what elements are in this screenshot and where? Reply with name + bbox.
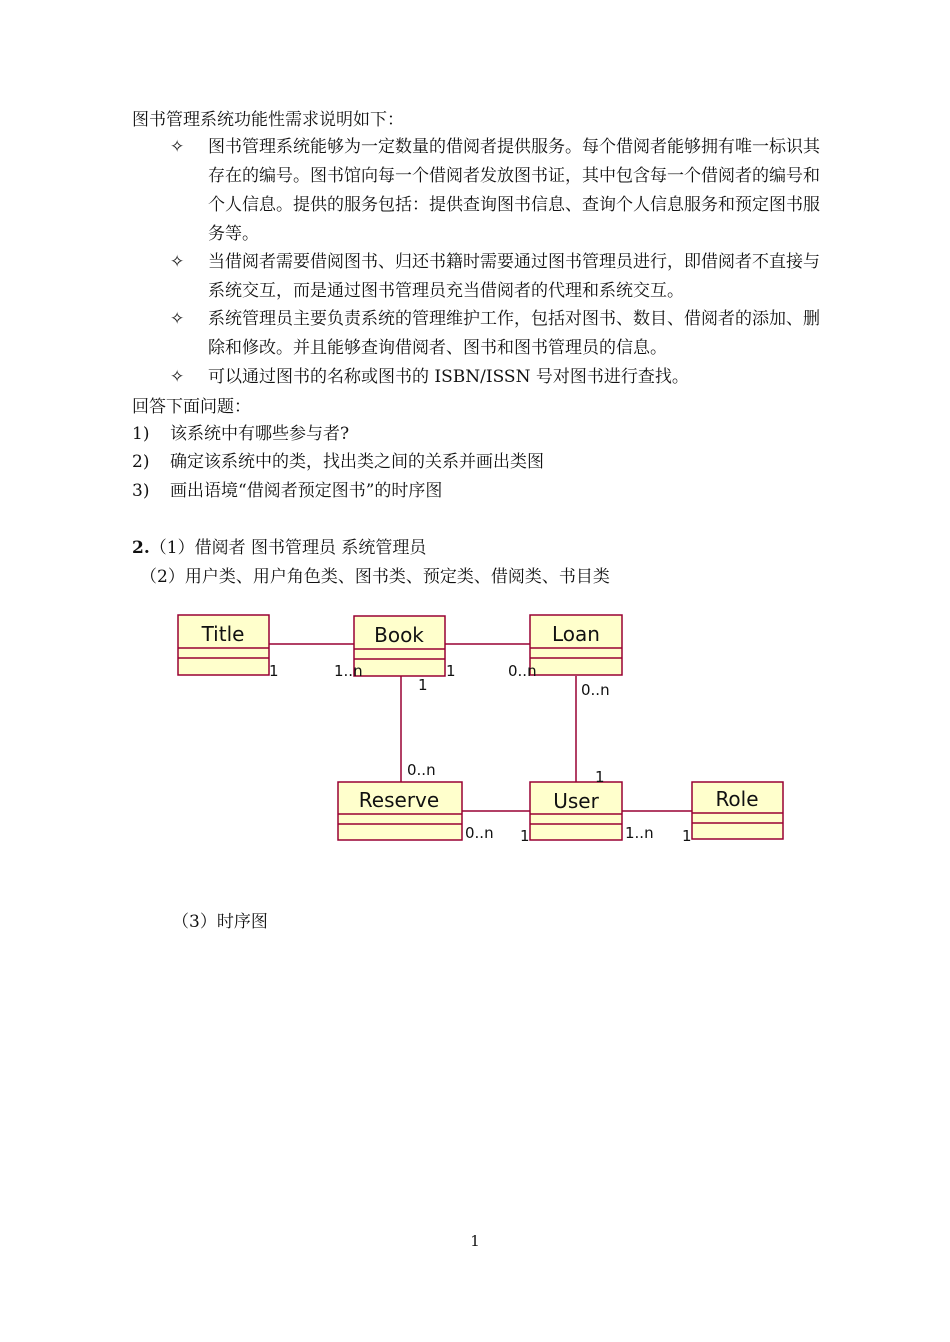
question-text: 画出语境“借阅者预定图书”的时序图	[170, 481, 443, 501]
page-number: 1	[470, 1232, 480, 1250]
bullet-text: 可以通过图书的名称或图书的 ISBN/ISSN 号对图书进行查找。	[208, 367, 689, 387]
answer-part1	[132, 538, 426, 558]
class-loan-name: Loan	[552, 622, 600, 646]
intro-text: 图书管理系统功能性需求说明如下：	[132, 110, 404, 130]
bullet-item	[170, 248, 830, 306]
mult-title-book-title: 1	[269, 662, 279, 680]
class-reserve-name: Reserve	[358, 788, 440, 812]
mult-user-role-user: 1..n	[625, 824, 654, 842]
mult-user-role-role: 1	[682, 827, 692, 845]
question-number: 3)	[132, 481, 150, 501]
question-text: 确定该系统中的类，找出类之间的关系并画出类图	[170, 452, 544, 472]
bullet-icon: ✧	[170, 252, 185, 272]
answer-label: 2.	[132, 538, 150, 558]
class-role	[692, 782, 783, 839]
mult-book-reserve-book: 1	[418, 676, 428, 694]
bullet-icon: ✧	[170, 309, 185, 329]
answer-part3: （3）时序图	[172, 912, 268, 932]
class-user-name: User	[553, 789, 599, 813]
question-text: 该系统中有哪些参与者?	[170, 424, 350, 444]
bullet-icon: ✧	[170, 137, 185, 157]
mult-book-loan-loan: 0..n	[508, 662, 537, 680]
mult-book-loan-book: 1	[446, 662, 456, 680]
mult-book-reserve-reserve: 0..n	[407, 761, 436, 779]
class-title	[178, 615, 269, 675]
answer-part1-text: （1）借阅者 图书管理员 系统管理员	[149, 538, 427, 558]
questions-header: 回答下面问题：	[132, 397, 251, 417]
bullet-item	[170, 363, 830, 392]
bullet-text: 图书管理系统能够为一定数量的借阅者提供服务。每个借阅者能够拥有唯一标识其存在的编号。图书馆向每一个借阅者发放图书证，其中包含每一个借阅者的编号和个人信息。提供的服务包括：提供查询图书信息、查询个人信息服务和预定图书服务等。	[208, 137, 820, 244]
bullet-text: 系统管理员主要负责系统的管理维护工作，包括对图书、数目、借阅者的添加、删除和修改。并且能够查询借阅者、图书和图书管理员的信息。	[208, 309, 820, 358]
mult-loan-user-user: 1	[595, 768, 605, 786]
class-diagram	[0, 600, 950, 880]
class-user	[530, 782, 622, 840]
mult-loan-user-loan: 0..n	[581, 681, 610, 699]
answer-part2: （2）用户类、用户角色类、图书类、预定类、借阅类、书目类	[140, 567, 610, 587]
bullet-item	[170, 305, 830, 363]
class-title-name: Title	[201, 622, 245, 646]
question-number: 2)	[132, 452, 150, 472]
mult-title-book-book: 1..n	[334, 662, 363, 680]
mult-reserve-user-user: 1	[520, 827, 530, 845]
question-number: 1)	[132, 424, 150, 444]
bullet-text: 当借阅者需要借阅图书、归还书籍时需要通过图书管理员进行，即借阅者不直接与系统交互，而是通过图书管理员充当借阅者的代理和系统交互。	[208, 252, 820, 301]
class-loan	[530, 615, 622, 675]
class-book-name: Book	[374, 623, 424, 647]
class-book	[354, 616, 445, 676]
class-role-name: Role	[715, 787, 759, 811]
class-reserve	[338, 782, 462, 840]
bullet-icon: ✧	[170, 367, 185, 387]
mult-reserve-user-reserve: 0..n	[465, 824, 494, 842]
bullet-item	[170, 133, 830, 249]
